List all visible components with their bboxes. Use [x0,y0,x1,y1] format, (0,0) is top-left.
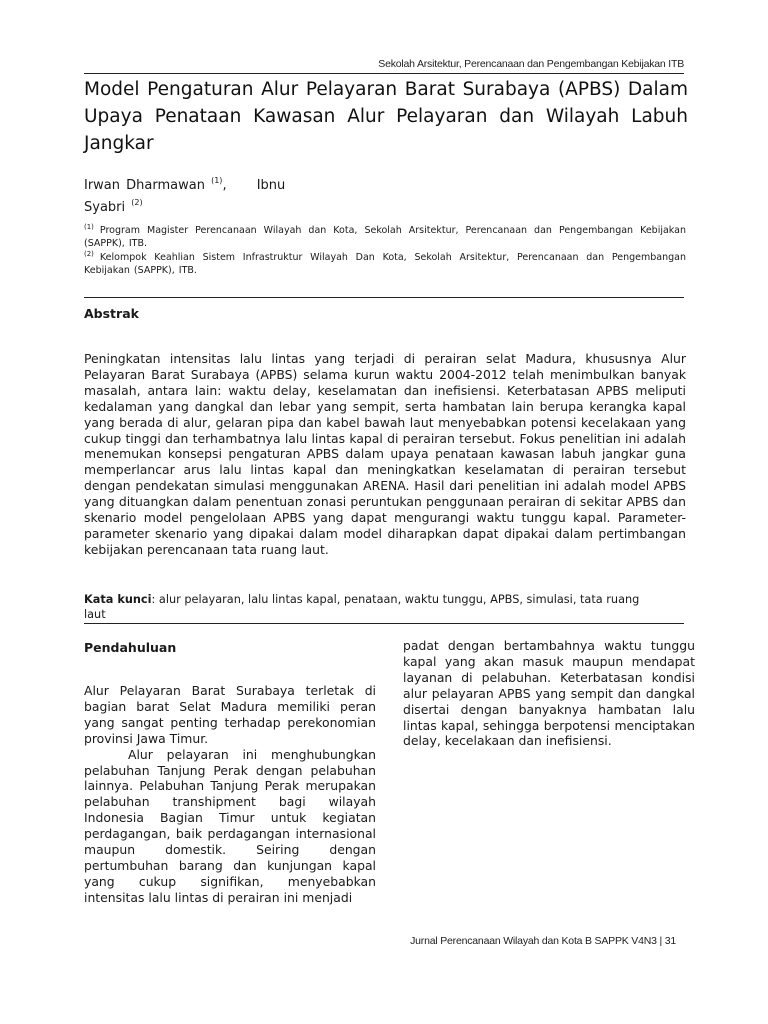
keywords [84,593,644,622]
intro-paragraph-3: padat dengan bertambahnya waktu tunggu kapal yang akan masuk maupun mendapat layanan di pelabuhan. Keterbatasan kondisi alur pelayaran APBS yang sempit dan dangkal disertai dengan banyaknya hambatan lalu lintas kapal, sehingga berpotensi menciptakan delay, kecelakaan dan inefisiensi. [403,638,695,749]
author-2-last: Syabri [84,200,126,215]
affiliation-2-mark: (2) [84,250,94,258]
intro-paragraph-1: Alur Pelayaran Barat Surabaya terletak di bagian barat Selat Madura memiliki peran yang sangat penting terhadap perekonomian provinsi Jawa Timur. [84,683,376,746]
abstract-body: Peningkatan intensitas lalu lintas yang terjadi di perairan selat Madura, khususnya Alur Pelayaran Barat Surabaya (APBS) selama kurun waktu 2004-2012 telah menimbulkan banyak masalah, antara lain: waktu delay, keselamatan dan inefisiensi. Keterbatasan APBS meliputi kedalaman yang dangkal dan lebar yang sempit, serta hambatan lain berupa kerangka kapal yang berada di alur, gelaran pipa dan kabel bawah laut menyebabkan potensi kecelakaan yang cukup tinggi dan terhambatnya lalu lintas kapal di perairan tersebut. Fokus penelitian ini adalah menemukan konsepsi pengaturan APBS dalam upaya penataan kawasan labuh jangkar guna memperlancar arus lalu lintas kapal dan meningkatkan keselamatan di perairan tersebut dengan pendekatan simulasi menggunakan ARENA. Hasil dari penelitian ini adalah model APBS yang dituangkan dalam penentuan zonasi peruntukan penggunaan perairan di sekitar APBS dan skenario model pengelolaan APBS yang dapat mengurangi waktu tunggu kapal. Parameter-parameter skenario yang dipakai dalam model diharapkan dapat dipakai dalam pertimbangan kebijakan perencanaan tata ruang laut. [84,351,686,557]
authors [84,172,324,216]
abstract-top-rule [84,297,684,298]
author-2-first: Ibnu [256,178,286,193]
running-header: Sekolah Arsitektur, Perencanaan dan Pengembangan Kebijakan ITB [378,58,684,70]
intro-paragraph-2: Alur pelayaran ini menghubungkan pelabuhan Tanjung Perak dengan pelabuhan lainnya. Pelabuhan Tanjung Perak merupakan pelabuhan transhipment bagi wilayah Indonesia Bagian Timur untuk kegiatan perdagangan, baik perdagangan internasional maupun domestik. Seiring dengan pertumbuhan barang dan kunjungan kapal yang cukup signifikan, menyebabkan intensitas lalu lintas di perairan ini menjadi [84,746,376,905]
author-1-name: Irwan Dharmawan [84,178,205,193]
keywords-bottom-rule [84,623,684,624]
author-2-mark: (2) [131,198,143,207]
keywords-text: alur pelayaran, lalu lintas kapal, penataan, waktu tunggu, APBS, simulasi, tata ruang laut [84,593,640,621]
affiliation-2-text: Kelompok Keahlian Sistem Infrastruktur Wilayah Dan Kota, Sekolah Arsitektur, Perencanaan dan Pengembangan Kebijakan (SAPPK), ITB. [84,252,686,276]
affiliation-1-text: Program Magister Perencanaan Wilayah dan Kota, Sekolah Arsitektur, Perencanaan dan Pengembangan Kebijakan (SAPPK), ITB. [84,225,686,249]
author-1-mark: (1) [211,176,223,185]
paper-title: Model Pengaturan Alur Pelayaran Barat Surabaya (APBS) Dalam Upaya Penataan Kawasan Alur Pelayaran dan Wilayah Labuh Jangkar [84,79,688,154]
header-rule [84,73,684,74]
affiliation-1 [84,221,686,250]
keywords-colon: : [151,593,156,606]
intro-left-column [84,683,376,906]
introduction-heading: Pendahuluan [84,640,177,655]
intro-right-column [403,638,695,749]
keywords-label: Kata kunci [84,593,152,606]
affiliation-2 [84,248,686,277]
page-footer: Jurnal Perencanaan Wilayah dan Kota B SAPPK V4N3 | 31 [410,935,676,947]
abstract-heading: Abstrak [84,306,139,321]
author-separator: , [222,178,227,193]
affiliation-1-mark: (1) [84,223,94,231]
